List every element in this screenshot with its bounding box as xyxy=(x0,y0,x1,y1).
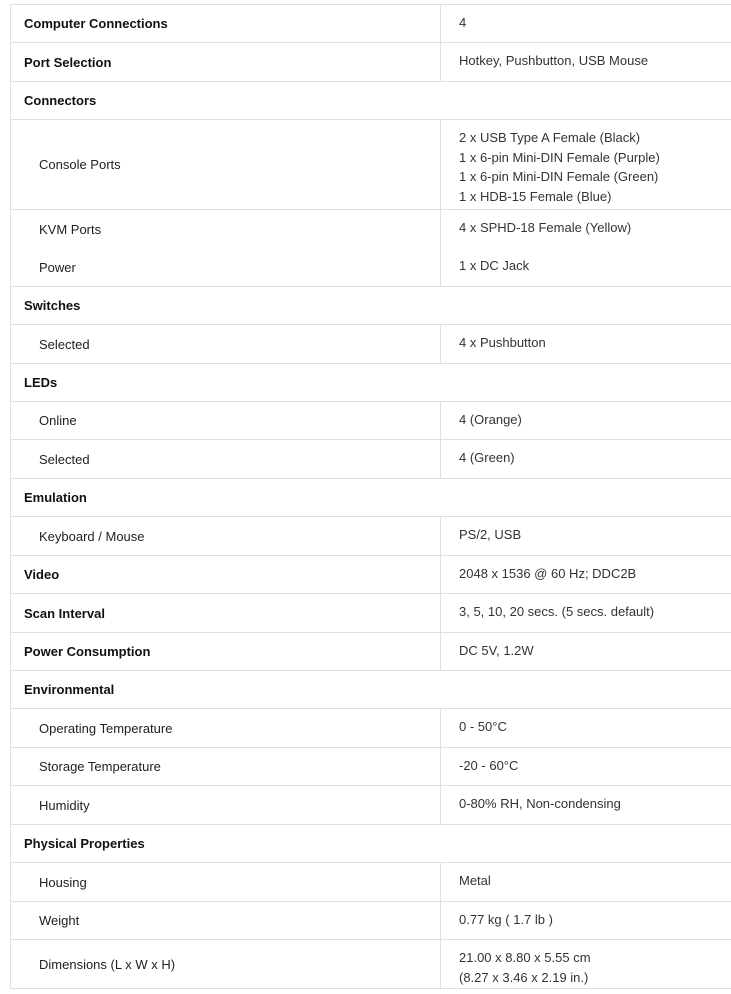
spec-value xyxy=(440,248,731,286)
spec-value-line: DC 5V, 1.2W xyxy=(459,643,534,658)
spec-sub-label: KVM Ports xyxy=(39,221,102,237)
spec-label: Port Selection xyxy=(24,54,112,70)
spec-row xyxy=(11,517,731,556)
spec-section-heading: Emulation xyxy=(24,490,87,505)
spec-row xyxy=(11,825,731,863)
spec-sub-label: Humidity xyxy=(39,797,90,813)
spec-sub-label: Console Ports xyxy=(39,157,121,172)
spec-value xyxy=(440,210,731,248)
spec-label: Video xyxy=(24,567,60,582)
spec-sub-label: Housing xyxy=(39,874,87,890)
spec-row xyxy=(11,940,731,989)
spec-row xyxy=(11,364,731,402)
spec-sub-label: Selected xyxy=(39,336,90,352)
spec-value xyxy=(440,440,731,478)
spec-section-heading: Environmental xyxy=(24,682,115,697)
spec-value-line: 4 x SPHD-18 Female (Yellow) xyxy=(459,220,632,235)
spec-value xyxy=(440,863,731,901)
spec-row xyxy=(11,633,731,671)
spec-value xyxy=(440,825,731,862)
spec-sub-label: Online xyxy=(39,413,77,428)
spec-row xyxy=(11,671,731,709)
spec-row xyxy=(11,43,731,82)
spec-value xyxy=(440,82,731,119)
spec-value-line: 4 xyxy=(459,15,467,30)
spec-row xyxy=(11,440,731,479)
spec-sub-label: Power xyxy=(39,259,76,275)
spec-value xyxy=(440,902,731,939)
spec-value-line: 3, 5, 10, 20 secs. (5 secs. default) xyxy=(459,604,655,619)
spec-row xyxy=(11,248,731,287)
spec-row xyxy=(11,5,731,43)
spec-value-line: (8.27 x 3.46 x 2.19 in.) xyxy=(459,969,589,985)
spec-value xyxy=(440,633,731,670)
spec-value xyxy=(440,287,731,324)
spec-value xyxy=(440,402,731,439)
spec-sub-label: Weight xyxy=(39,913,80,928)
spec-section-heading: Connectors xyxy=(24,93,97,108)
spec-value xyxy=(440,479,731,516)
spec-value-line: Hotkey, Pushbutton, USB Mouse xyxy=(459,53,649,68)
spec-row xyxy=(11,786,731,825)
spec-value-line: -20 - 60°C xyxy=(459,758,519,773)
spec-value xyxy=(440,748,731,785)
spec-value xyxy=(440,5,731,42)
spec-sub-label: Keyboard / Mouse xyxy=(39,528,145,544)
spec-section-heading: Switches xyxy=(24,298,81,313)
spec-value-line: 2 x USB Type A Female (Black) xyxy=(459,130,641,145)
spec-value-line: Metal xyxy=(459,873,491,888)
spec-value-line: PS/2, USB xyxy=(459,527,522,542)
spec-row xyxy=(11,210,731,248)
spec-value-line: 0-80% RH, Non-condensing xyxy=(459,796,621,811)
spec-value-line: 0 - 50°C xyxy=(459,719,507,734)
spec-label: Scan Interval xyxy=(24,605,105,621)
spec-section-heading: Physical Properties xyxy=(24,836,145,851)
spec-value-line: 4 (Green) xyxy=(459,450,515,465)
spec-row xyxy=(11,325,731,364)
spec-value-line: 1 x 6-pin Mini-DIN Female (Green) xyxy=(459,169,659,185)
spec-value-line: 0.77 kg ( 1.7 lb ) xyxy=(459,912,553,927)
spec-value-line: 4 x Pushbutton xyxy=(459,335,546,350)
spec-row xyxy=(11,479,731,517)
spec-row xyxy=(11,556,731,594)
spec-label: Power Consumption xyxy=(24,644,151,659)
spec-value-line: 1 x DC Jack xyxy=(459,258,530,273)
spec-sub-label: Selected xyxy=(39,451,90,467)
spec-value-line: 2048 x 1536 @ 60 Hz; DDC2B xyxy=(459,566,637,581)
spec-value xyxy=(440,786,731,824)
spec-value xyxy=(440,594,731,632)
spec-row xyxy=(11,594,731,633)
spec-row xyxy=(11,902,731,940)
spec-row xyxy=(11,748,731,786)
spec-value xyxy=(440,120,731,209)
spec-row xyxy=(11,82,731,120)
spec-value-line: 1 x HDB-15 Female (Blue) xyxy=(459,188,612,204)
spec-value-line: 4 (Orange) xyxy=(459,412,522,427)
spec-value xyxy=(440,43,731,81)
spec-sub-label: Dimensions (L x W x H) xyxy=(39,956,176,972)
spec-row xyxy=(11,402,731,440)
spec-value xyxy=(440,364,731,401)
specifications-table xyxy=(10,4,731,989)
spec-value xyxy=(440,517,731,555)
spec-row xyxy=(11,863,731,902)
spec-value-line: 21.00 x 8.80 x 5.55 cm xyxy=(459,950,591,965)
spec-value xyxy=(440,556,731,593)
spec-value xyxy=(440,940,731,988)
spec-value xyxy=(440,325,731,363)
spec-row xyxy=(11,287,731,325)
spec-value xyxy=(440,671,731,708)
spec-label: Computer Connections xyxy=(24,16,168,31)
spec-sub-label: Operating Temperature xyxy=(39,720,173,736)
spec-row xyxy=(11,709,731,748)
spec-section-heading: LEDs xyxy=(24,375,58,390)
spec-sub-label: Storage Temperature xyxy=(39,759,161,774)
spec-value xyxy=(440,709,731,747)
spec-value-line: 1 x 6-pin Mini-DIN Female (Purple) xyxy=(459,149,660,165)
spec-row xyxy=(11,120,731,210)
